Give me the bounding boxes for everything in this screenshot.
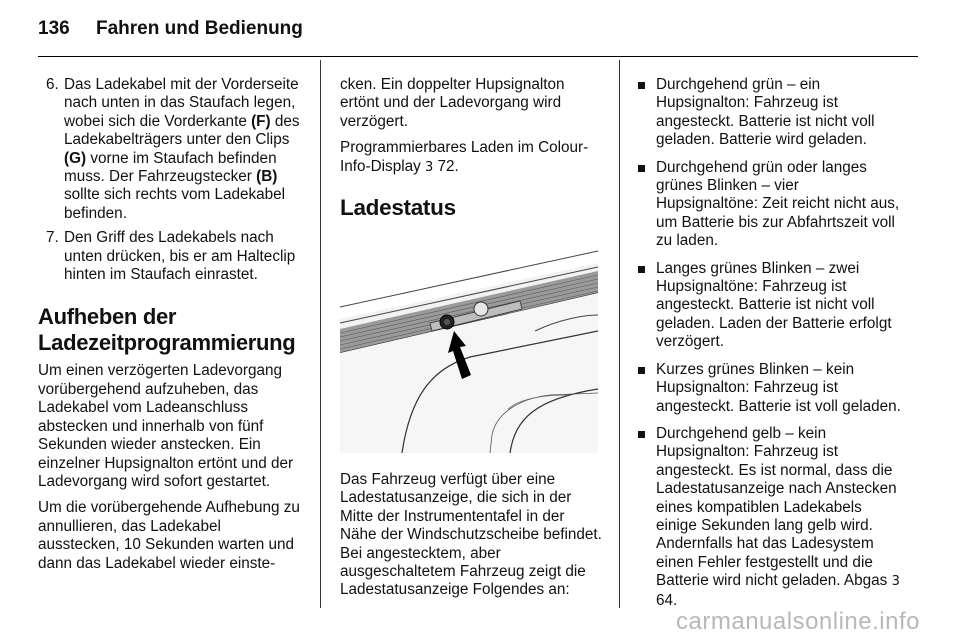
list-text: vorne im Staufach befinden muss. Der Fahrzeugstecker [64, 149, 277, 186]
crossref-page: 72. [433, 157, 459, 175]
bullet-text: Durchgehend grün – ein Hupsignalton: Fahrzeug ist angesteckt. Batterie ist nicht voll geladen. Batterie wird geladen. [656, 76, 875, 149]
column-2 [340, 76, 602, 608]
page-ref-icon: 3 [891, 574, 900, 590]
column-divider-left [320, 60, 321, 608]
bullet-icon [638, 367, 645, 374]
label-b: (B) [256, 168, 278, 186]
bullet-icon [638, 82, 645, 89]
page-title: Fahren und Bedienung [96, 18, 303, 39]
label-f: (F) [251, 112, 271, 130]
bullet-item [636, 260, 904, 352]
bullet-item [636, 361, 904, 416]
bullet-text: Langes grünes Blinken – zwei Hupsignaltöne: Fahrzeug ist angesteckt. Batterie ist nicht voll geladen. Laden der Batterie erfolgt verzögert. [656, 259, 892, 351]
list-text: sollte sich rechts vom Ladekabel befinden. [64, 186, 286, 222]
list-text: Das Ladekabel mit der Vorderseite nach unten in das Staufach legen, wobei sich die Vorderkante [64, 76, 299, 130]
bullet-text: Durchgehend grün oder langes grünes Blinken – vier Hupsignaltöne: Zeit reicht nicht aus, um Batterie bis zur Abfahrtszeit voll zu laden. [656, 158, 900, 250]
paragraph: Das Fahrzeug verfügt über eine Ladestatusanzeige, die sich in der Mitte der Instrumententafel in der Nähe der Windschutzscheibe befindet. Bei angestecktem, aber ausgeschaltetem Fahrzeug zeigt die Ladestatusanzeige Folgendes an: [340, 471, 602, 599]
column-divider-right [619, 60, 620, 608]
paragraph: cken. Ein doppelter Hupsignalton ertönt und der Ladevorgang wird verzögert. [340, 76, 565, 130]
page-header [38, 18, 303, 40]
list-text: Den Griff des Ladekabels nach unten drücken, bis er am Halteclip hinten im Staufach einrastet. [64, 229, 296, 284]
section-heading-ladestatus: Ladestatus [340, 195, 456, 221]
paragraph-crossref [340, 139, 602, 177]
page-ref-icon: 3 [425, 159, 434, 175]
bullet-text: Durchgehend gelb – kein Hupsignalton: Fahrzeug ist angesteckt. Es ist normal, dass die Ladestatusanzeige nach Anstecken eines kompatiblen Ladekabels einige Sekunden lang gelb wird. Andernfalls hat das Ladesystem einen Fehler festgestellt und die Batterie wird nicht geladen. Abgas [656, 424, 897, 590]
section-heading-override: Aufheben der Ladezeitprogrammierung [38, 304, 296, 356]
header-rule [38, 56, 918, 57]
bullet-icon [638, 266, 645, 273]
column-3 [636, 76, 904, 619]
bullet-item [636, 76, 904, 150]
paragraph: Um die vorübergehende Aufhebung zu annullieren, das Ladekabel ausstecken, 10 Sekunden warten und dann das Ladekabel wieder einste- [38, 499, 300, 572]
bullet-item [636, 425, 904, 610]
paragraph: Um einen verzögerten Ladevorgang vorübergehend aufzuheben, das Ladekabel vom Ladeanschluss abstecken und innerhalb von fünf Sekunden wieder anstecken. Ein einzelner Hupsignalton ertönt und der Ladevorgang wird sofort gestartet. [38, 362, 294, 490]
label-g: (G) [64, 149, 87, 167]
crossref-text: Programmierbares Laden im Colour-Info-Display [340, 139, 589, 175]
bullet-icon [638, 165, 645, 172]
list-number: 7. [46, 229, 59, 247]
list-text: des Ladekabelträgers unter den Clips [64, 112, 300, 149]
bullet-item [636, 159, 904, 251]
bullet-icon [638, 431, 645, 438]
list-number: 6. [46, 76, 59, 93]
charge-status-indicator-figure [340, 249, 598, 453]
crossref-page: 64. [656, 591, 678, 609]
bullet-text: Kurzes grünes Blinken – kein Hupsignalton: Fahrzeug ist angesteckt. Batterie ist voll geladen. [656, 360, 901, 415]
watermark: carmanualsonline.info [676, 608, 920, 635]
list-item-6 [38, 76, 304, 223]
column-1 [38, 76, 304, 581]
list-item-7 [38, 229, 304, 284]
page-number: 136 [38, 18, 70, 39]
